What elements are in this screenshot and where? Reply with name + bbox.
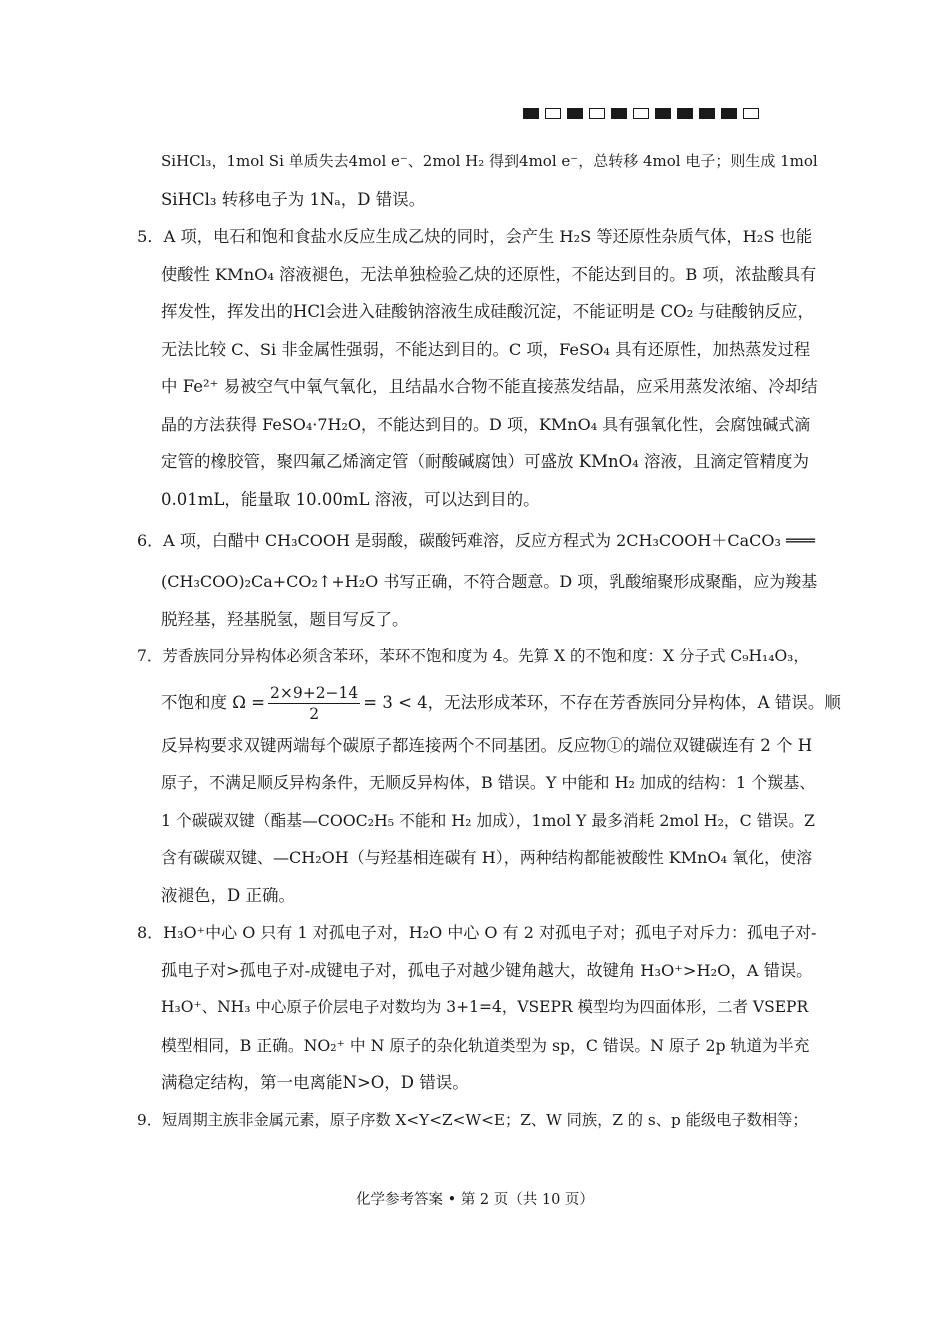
text-line: 中 Fe²⁺ 易被空气中氧气氧化，且结晶水合物不能直接蒸发结晶，应采用蒸发浓缩、冷却结 — [161, 377, 818, 396]
header-mark — [523, 108, 539, 119]
fraction-suffix: = 3 < 4，无法形成苯环，不存在芳香族同分异构体，A 错误。顺 — [363, 693, 841, 713]
text-line: 孤电子对>孤电子对-成键电子对，孤电子对越少键角越大，故键角 H₃O⁺>H₂O，A 错误。 — [161, 960, 813, 980]
header-mark — [699, 108, 715, 119]
answer-body — [137, 143, 841, 1139]
text-line: 使酸性 KMnO₄ 溶液褪色，无法单独检验乙炔的还原性，不能达到目的。B 项，浓盐酸具有 — [161, 264, 817, 284]
page-footer: 化学参考答案 • 第 2 页（共 10 页） — [356, 1192, 594, 1208]
text-line: (CH₃COO)₂Ca+CO₂↑+H₂O 书写正确，不符合题意。D 项，乳酸缩聚形成聚酯，应为羧基 — [161, 572, 818, 591]
text-line: 晶的方法获得 FeSO₄·7H₂O，不能达到目的。D 项，KMnO₄ 具有强氧化性，会腐蚀碱式滴 — [161, 414, 811, 434]
text-line: 8．H₃O⁺中心 O 只有 1 对孤电子对，H₂O 中心 O 有 2 对孤电子对；孤电子对斥力：孤电子对- — [137, 923, 817, 942]
header-mark — [633, 108, 649, 119]
header-mark — [545, 108, 561, 119]
header-marks — [523, 108, 759, 119]
fraction-line — [137, 676, 841, 727]
text-line: 定管的橡胶管，聚四氟乙烯滴定管（耐酸碱腐蚀）可盛放 KMnO₄ 溶液，且滴定管精度为 — [161, 452, 809, 471]
text-line: 模型相同，B 正确。NO₂⁺ 中 N 原子的杂化轨道类型为 sp，C 错误。N 原子 2p 轨道为半充 — [161, 1035, 810, 1055]
header-mark — [677, 108, 693, 119]
text-line: H₃O⁺、NH₃ 中心原子价层电子对数均为 3+1=4，VSEPR 模型均为四面体形，二者 VSEPR — [161, 998, 809, 1016]
text-line: 9．短周期主族非金属元素，原子序数 X<Y<Z<W<E；Z、W 同族，Z 的 s、p 能级电子数相等； — [137, 1110, 808, 1129]
text-line: 含有碳碳双键、—CH₂OH（与羟基相连碳有 H），两种结构都能被酸性 KMnO₄ 氧化，使溶 — [161, 848, 813, 867]
text-line: 0.01mL，能量取 10.00mL 溶液，可以达到目的。 — [161, 489, 540, 509]
fraction-denominator: 2 — [309, 704, 320, 723]
header-mark — [721, 108, 737, 119]
text-line: 反异构要求双键两端每个碳原子都连接两个不同基团。反应物①的端位双键碳连有 2 个 H — [161, 735, 813, 755]
header-mark — [567, 108, 583, 119]
header-mark — [743, 108, 759, 119]
header-mark — [611, 108, 627, 119]
text-line: 7．芳香族同分异构体必须含苯环，苯环不饱和度为 4。先算 X 的不饱和度：X 分子式 C₉H₁₄O₃， — [137, 647, 809, 665]
text-line: 无法比较 C、Si 非金属性强弱，不能达到目的。C 项，FeSO₄ 具有还原性，加热蒸发过程 — [161, 339, 811, 359]
header-mark — [655, 108, 671, 119]
text-line: 1 个碳碳双键（酯基—COOC₂H₅ 不能和 H₂ 加成），1mol Y 最多消耗 2mol H₂，C 错误。Z — [161, 810, 815, 830]
header-mark — [589, 108, 605, 119]
text-line: 原子，不满足顺反异构条件，无顺反异构体，B 错误。Y 中能和 H₂ 加成的结构：1 个羰基、 — [161, 773, 816, 792]
fraction-numerator: 2×9+2−14 — [270, 683, 359, 702]
text-line: 液褪色，D 正确。 — [161, 885, 295, 905]
text-line: 挥发性，挥发出的HCl会进入硅酸钠溶液生成硅酸沉淀，不能证明是 CO₂ 与硅酸钠反应， — [161, 302, 815, 321]
text-line: 6．A 项，白醋中 CH₃COOH 是弱酸，碳酸钙难溶，反应方程式为 2CH₃COOH＋CaCO₃ ═══ — [137, 531, 815, 550]
text-line: 脱羟基，羟基脱氢，题目写反了。 — [161, 609, 409, 629]
fraction — [268, 683, 360, 724]
text-line: 满稳定结构，第一电离能N>O，D 错误。 — [161, 1073, 469, 1092]
text-line: SiHCl₃，1mol Si 单质失去4mol e⁻、2mol H₂ 得到4mol e⁻，总转移 4mol 电子；则生成 1mol — [161, 152, 818, 170]
text-line: SiHCl₃ 转移电子为 1Nₐ，D 错误。 — [161, 189, 426, 209]
text-line: 5．A 项，电石和饱和食盐水反应生成乙炔的同时，会产生 H₂S 等还原性杂质气体，H₂S 也能 — [137, 227, 813, 246]
fraction-prefix: 不饱和度 Ω = — [161, 693, 265, 713]
